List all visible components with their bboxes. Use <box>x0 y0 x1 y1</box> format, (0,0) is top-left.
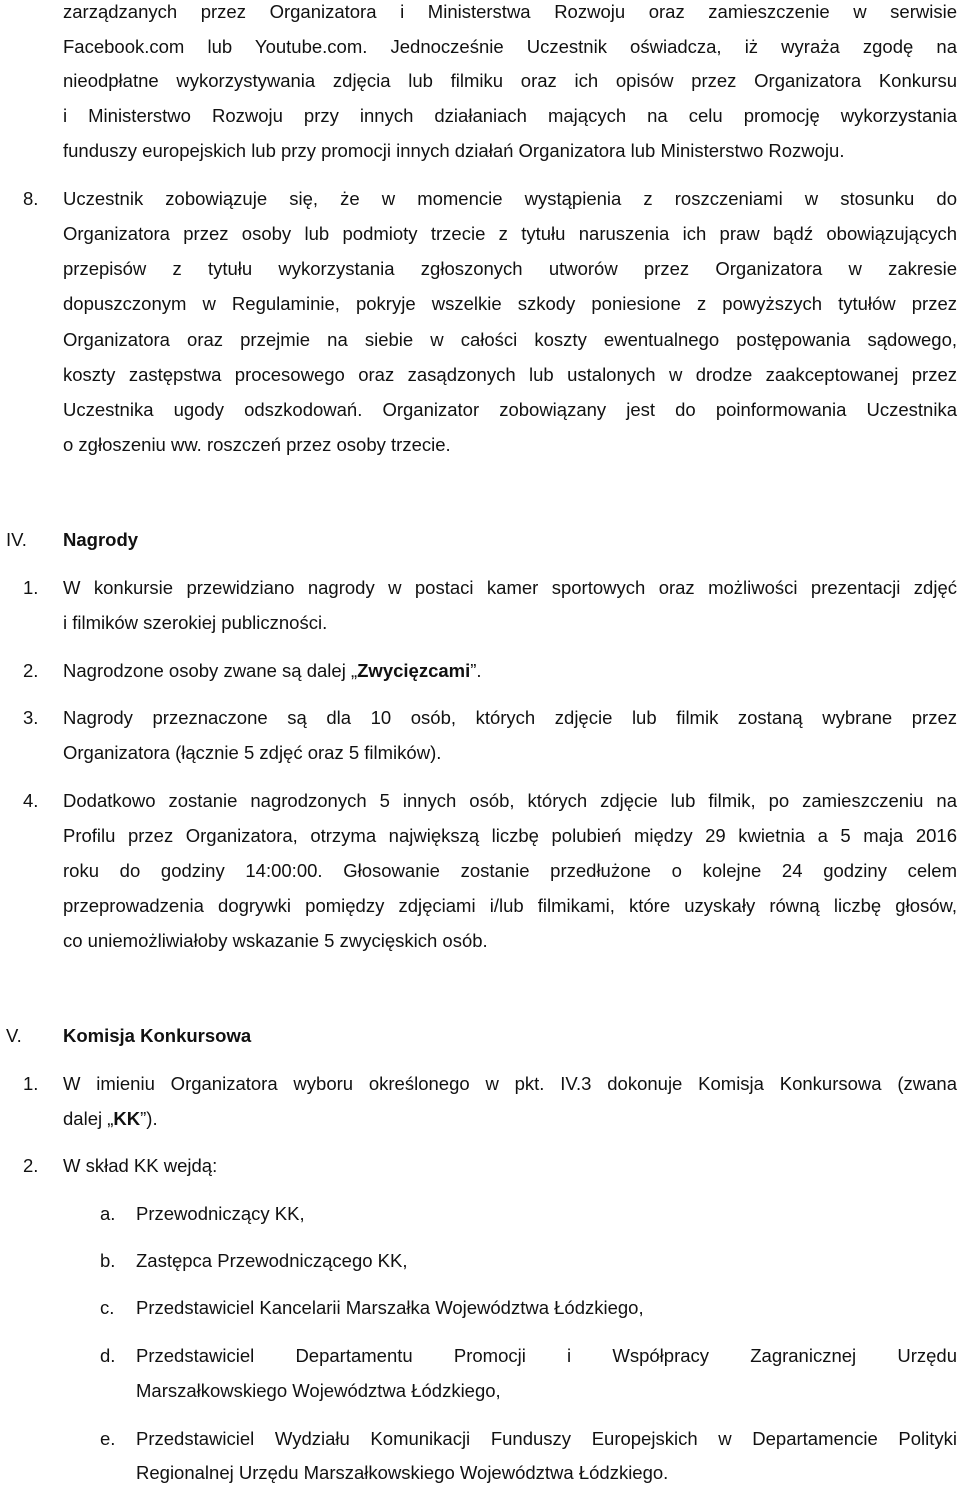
paragraph-line: Uczestnika ugody odszkodowań. Organizator zobowiązany jest do poinformowania Uczestnika <box>63 399 957 420</box>
paragraph-line: Organizatora (łącznie 5 zdjęć oraz 5 filmików). <box>63 742 442 763</box>
paragraph-line: funduszy europejskich lub przy promocji innych działań Organizatora lub Ministerstwo Rozwoju. <box>63 140 845 161</box>
paragraph-line: roku do godziny 14:00:00. Głosowanie zostanie przedłużone o kolejne 24 godziny celem <box>63 860 957 881</box>
paragraph-line: Profilu przez Organizatora, otrzyma największą liczbę polubień między 29 kwietnia a 5 maja 2016 <box>63 825 957 846</box>
sub-item-text: Przedstawiciel Kancelarii Marszałka Województwa Łódzkiego, <box>136 1297 644 1318</box>
sub-item-text: Przedstawiciel Departamentu Promocji i Współpracy Zagranicznej Urzędu <box>136 1345 957 1366</box>
item-number: 1. <box>23 1073 39 1094</box>
section-heading: Komisja Konkursowa <box>63 1025 252 1046</box>
paragraph-line <box>63 660 957 682</box>
paragraph-line: Organizatora oraz przejmie na siebie w całości koszty ewentualnego postępowania sądowego, <box>63 329 957 350</box>
sub-item-letter: a. <box>100 1203 116 1224</box>
sub-item-text: Przewodniczący KK, <box>136 1203 305 1224</box>
section-number: IV. <box>6 529 27 550</box>
paragraph-line: W imieniu Organizatora wyboru określonego w pkt. IV.3 dokonuje Komisja Konkursowa (zwana <box>63 1073 957 1094</box>
paragraph-line: W skład KK wejdą: <box>63 1155 218 1176</box>
item-number: 3. <box>23 707 39 728</box>
paragraph-line: i filmików szerokiej publiczności. <box>63 612 328 633</box>
sub-item-letter: d. <box>100 1345 116 1366</box>
sub-item-text: Przedstawiciel Wydziału Komunikacji Funduszy Europejskich w Departamencie Polityki <box>136 1428 957 1449</box>
sub-item-letter: e. <box>100 1428 116 1449</box>
text-span: Nagrodzone osoby zwane są dalej „ <box>63 660 358 681</box>
sub-item-letter: c. <box>100 1297 115 1318</box>
paragraph-line: Dodatkowo zostanie nagrodzonych 5 innych osób, których zdjęcie lub filmik, po zamieszczeniu na <box>63 790 957 811</box>
defined-term: KK <box>113 1108 141 1129</box>
point-number: 8. <box>23 188 39 209</box>
paragraph-line: przepisów z tytułu wykorzystania zgłoszonych utworów przez Organizatora w zakresie <box>63 258 957 279</box>
sub-item-text: Zastępca Przewodniczącego KK, <box>136 1250 408 1271</box>
sub-item-text: Regionalnej Urzędu Marszałkowskiego Województwa Łódzkiego. <box>136 1462 669 1483</box>
section-number: V. <box>6 1025 22 1046</box>
paragraph-line: dopuszczonym w Regulaminie, pokryje wszelkie szkody poniesione z powyższych tytułów przez <box>63 293 957 314</box>
paragraph-line: przeprowadzenia dogrywki pomiędzy zdjęciami i/lub filmikami, które uzyskały równą liczbę głosów, <box>63 895 957 916</box>
paragraph-line: nieodpłatne wykorzystywania zdjęcia lub filmiku oraz ich opisów przez Organizatora Konkursu <box>63 70 957 91</box>
paragraph-line: i Ministerstwo Rozwoju przy innych działaniach mających na celu promocję wykorzystania <box>63 105 957 126</box>
item-number: 1. <box>23 577 39 598</box>
item-number: 2. <box>23 660 39 681</box>
paragraph-line: o zgłoszeniu ww. roszczeń przez osoby trzecie. <box>63 434 451 455</box>
paragraph-line: W konkursie przewidziano nagrody w postaci kamer sportowych oraz możliwości prezentacji zdjęć <box>63 577 957 598</box>
paragraph-line: co uniemożliwiałoby wskazanie 5 zwycięskich osób. <box>63 930 488 951</box>
paragraph-line: Uczestnik zobowiązuje się, że w momencie wystąpienia z roszczeniami w stosunku do <box>63 188 957 209</box>
paragraph-line: Facebook.com lub Youtube.com. Jednocześnie Uczestnik oświadcza, iż wyraża zgodę na <box>63 36 957 57</box>
paragraph-line <box>63 1108 957 1130</box>
sub-item-letter: b. <box>100 1250 116 1271</box>
paragraph-line: zarządzanych przez Organizatora i Ministerstwa Rozwoju oraz zamieszczenie w serwisie <box>63 1 957 22</box>
item-number: 2. <box>23 1155 39 1176</box>
paragraph-line: koszty zastępstwa procesowego oraz zasądzonych lub ustalonych w drodze zaakceptowanej przez <box>63 364 957 385</box>
text-span: ”. <box>470 660 482 681</box>
section-heading: Nagrody <box>63 529 139 550</box>
paragraph-line: Nagrody przeznaczone są dla 10 osób, których zdjęcie lub filmik zostaną wybrane przez <box>63 707 957 728</box>
item-number: 4. <box>23 790 39 811</box>
paragraph-line: Organizatora przez osoby lub podmioty trzecie z tytułu naruszenia ich praw bądź obowiązujących <box>63 223 957 244</box>
sub-item-text: Marszałkowskiego Województwa Łódzkiego, <box>136 1380 501 1401</box>
text-span: dalej „ <box>63 1108 114 1129</box>
defined-term: Zwycięzcami <box>357 660 471 681</box>
text-span: ”). <box>140 1108 158 1129</box>
